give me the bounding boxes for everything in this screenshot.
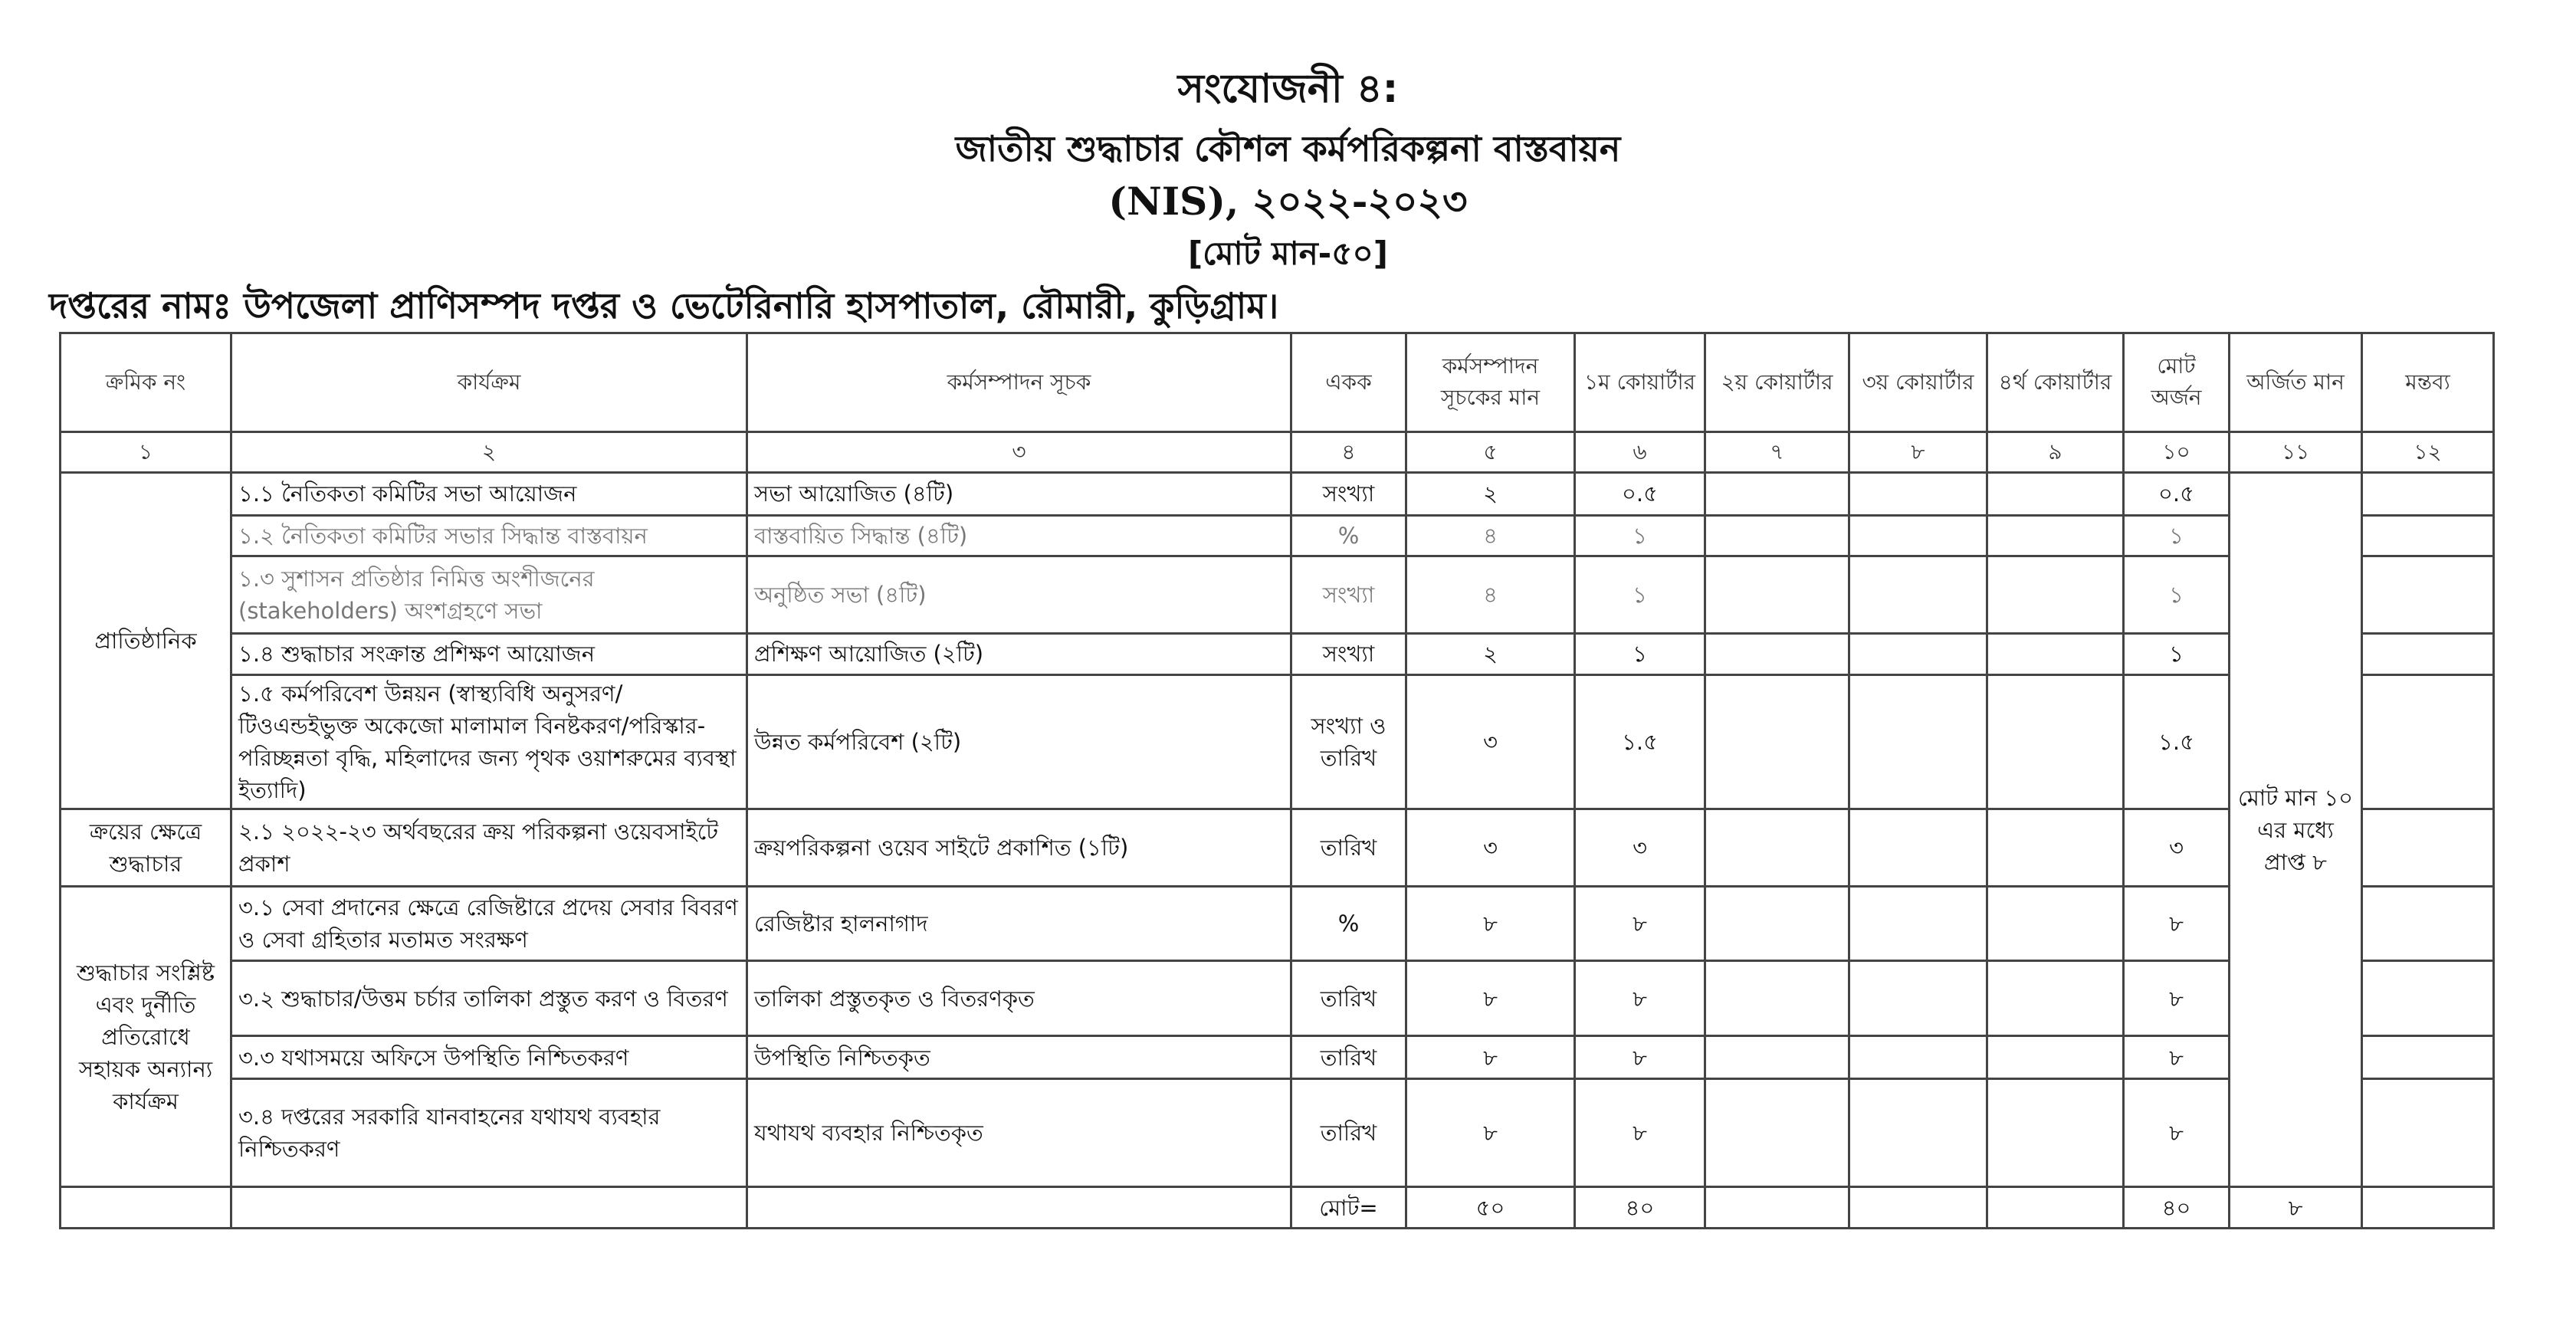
- q2-cell: [1705, 961, 1849, 1036]
- column-header: ২য় কোয়ার্টার: [1705, 333, 1849, 432]
- table-row: [61, 516, 2494, 556]
- indicator-cell: রেজিষ্টার হালনাগাদ: [747, 887, 1291, 961]
- totals-achieved: ৮: [2230, 1187, 2362, 1229]
- unit-cell: সংখ্যা ও তারিখ: [1291, 675, 1406, 809]
- unit-cell: সংখ্যা: [1291, 634, 1406, 675]
- column-number: ১২: [2362, 432, 2494, 473]
- remark-cell: [2362, 556, 2494, 634]
- indicator-cell: উপস্থিতি নিশ্চিতকৃত: [747, 1036, 1291, 1079]
- target-value-cell: ৪: [1406, 516, 1575, 556]
- indicator-cell: সভা আয়োজিত (৪টি): [747, 473, 1291, 516]
- group-label: ক্রয়ের ক্ষেত্রে শুদ্ধাচার: [61, 809, 231, 887]
- remark-cell: [2362, 634, 2494, 675]
- indicator-cell: ক্রয়পরিকল্পনা ওয়েব সাইটে প্রকাশিত (১টি): [747, 809, 1291, 887]
- activity-cell: ১.৫ কর্মপরিবেশ উন্নয়ন (স্বাস্থ্যবিধি অনুসরণ/ টিওএন্ডইভুক্ত অকেজো মালামাল বিনষ্টকরণ/পরিস্কার-পরিচ্ছন্নতা বৃদ্ধি, মহিলাদের জন্য পৃথক ওয়াশরুমের ব্যবস্থা ইত্যাদি): [231, 675, 747, 809]
- table-row: [61, 887, 2494, 961]
- column-number: ১০: [2124, 432, 2230, 473]
- header-row: [61, 333, 2494, 432]
- target-value-cell: ৮: [1406, 1079, 1575, 1187]
- column-number: ১: [61, 432, 231, 473]
- column-header: ১ম কোয়ার্টার: [1575, 333, 1705, 432]
- remark-cell: [2362, 809, 2494, 887]
- q1-cell: ৩: [1575, 809, 1705, 887]
- column-header: ৪র্থ কোয়ার্টার: [1987, 333, 2124, 432]
- target-value-cell: ৩: [1406, 809, 1575, 887]
- column-number: ৪: [1291, 432, 1406, 473]
- totals-row: [61, 1187, 2494, 1229]
- empty-cell: [1987, 1187, 2124, 1229]
- q1-cell: ৮: [1575, 1036, 1705, 1079]
- total-achievement-cell: ১: [2124, 634, 2230, 675]
- activity-cell: ২.১ ২০২২-২৩ অর্থবছরের ক্রয় পরিকল্পনা ওয়েবসাইটে প্রকাশ: [231, 809, 747, 887]
- total-achievement-cell: ৮: [2124, 961, 2230, 1036]
- indicator-cell: উন্নত কর্মপরিবেশ (২টি): [747, 675, 1291, 809]
- total-marks: [মোট মান-৫০]: [1187, 235, 1388, 272]
- table-row: [61, 473, 2494, 516]
- q3-cell: [1849, 634, 1987, 675]
- q4-cell: [1987, 809, 2124, 887]
- unit-cell: তারিখ: [1291, 961, 1406, 1036]
- q4-cell: [1987, 887, 2124, 961]
- total-achievement-cell: ৩: [2124, 809, 2230, 887]
- empty-cell: [1849, 1187, 1987, 1229]
- remark-cell: [2362, 887, 2494, 961]
- q3-cell: [1849, 1036, 1987, 1079]
- q3-cell: [1849, 516, 1987, 556]
- column-number: ১১: [2230, 432, 2362, 473]
- unit-cell: তারিখ: [1291, 1036, 1406, 1079]
- column-number-row: [61, 432, 2494, 473]
- q3-cell: [1849, 675, 1987, 809]
- q4-cell: [1987, 516, 2124, 556]
- q1-cell: ১: [1575, 516, 1705, 556]
- q1-cell: ০.৫: [1575, 473, 1705, 516]
- column-number: ৩: [747, 432, 1291, 473]
- table-row: [61, 809, 2494, 887]
- q4-cell: [1987, 634, 2124, 675]
- table-row: [61, 1079, 2494, 1187]
- column-number: ৮: [1849, 432, 1987, 473]
- q1-cell: ১: [1575, 634, 1705, 675]
- column-header: ক্রমিক নং: [61, 333, 231, 432]
- q3-cell: [1849, 887, 1987, 961]
- target-value-cell: ৪: [1406, 556, 1575, 634]
- q3-cell: [1849, 961, 1987, 1036]
- table-row: [61, 556, 2494, 634]
- column-header: কর্মসম্পাদন সূচক: [747, 333, 1291, 432]
- q2-cell: [1705, 1079, 1849, 1187]
- activity-cell: ৩.৪ দপ্তরের সরকারি যানবাহনের যথাযথ ব্যবহার নিশ্চিতকরণ: [231, 1079, 747, 1187]
- empty-cell: [61, 1187, 231, 1229]
- unit-cell: সংখ্যা: [1291, 473, 1406, 516]
- target-value-cell: ৮: [1406, 887, 1575, 961]
- indicator-cell: অনুষ্ঠিত সভা (৪টি): [747, 556, 1291, 634]
- total-achievement-cell: ৮: [2124, 1036, 2230, 1079]
- total-achievement-cell: ৮: [2124, 1079, 2230, 1187]
- unit-cell: সংখ্যা: [1291, 556, 1406, 634]
- q2-cell: [1705, 473, 1849, 516]
- empty-cell: [2362, 1187, 2494, 1229]
- totals-total: ৪০: [2124, 1187, 2230, 1229]
- group-label: প্রাতিষ্ঠানিক: [61, 473, 231, 809]
- q3-cell: [1849, 556, 1987, 634]
- total-achievement-cell: ১.৫: [2124, 675, 2230, 809]
- q2-cell: [1705, 556, 1849, 634]
- target-value-cell: ৮: [1406, 961, 1575, 1036]
- remark-cell: [2362, 1079, 2494, 1187]
- q1-cell: ৮: [1575, 887, 1705, 961]
- achieved-value-cell: মোট মান ১০ এর মধ্যে প্রাপ্ত ৮: [2230, 473, 2362, 1187]
- indicator-cell: যথাযথ ব্যবহার নিশ্চিতকৃত: [747, 1079, 1291, 1187]
- q2-cell: [1705, 675, 1849, 809]
- q4-cell: [1987, 556, 2124, 634]
- q4-cell: [1987, 473, 2124, 516]
- table-row: [61, 961, 2494, 1036]
- activity-cell: ১.৪ শুদ্ধাচার সংক্রান্ত প্রশিক্ষণ আয়োজন: [231, 634, 747, 675]
- total-achievement-cell: ১: [2124, 556, 2230, 634]
- remark-cell: [2362, 675, 2494, 809]
- totals-q1: ৪০: [1575, 1187, 1705, 1229]
- q4-cell: [1987, 961, 2124, 1036]
- q4-cell: [1987, 1036, 2124, 1079]
- unit-cell: %: [1291, 516, 1406, 556]
- empty-cell: [231, 1187, 747, 1229]
- target-value-cell: ৩: [1406, 675, 1575, 809]
- remark-cell: [2362, 516, 2494, 556]
- activity-cell: ১.১ নৈতিকতা কমিটির সভা আয়োজন: [231, 473, 747, 516]
- remark-cell: [2362, 1036, 2494, 1079]
- q3-cell: [1849, 1079, 1987, 1187]
- activity-cell: ৩.৩ যথাসময়ে অফিসে উপস্থিতি নিশ্চিতকরণ: [231, 1036, 747, 1079]
- totals-label: মোট=: [1291, 1187, 1406, 1229]
- activity-cell: ৩.১ সেবা প্রদানের ক্ষেত্রে রেজিষ্টারে প্রদেয় সেবার বিবরণ ও সেবা গ্রহিতার মতামত সংরক্ষণ: [231, 887, 747, 961]
- q4-cell: [1987, 675, 2124, 809]
- remark-cell: [2362, 473, 2494, 516]
- empty-cell: [1705, 1187, 1849, 1229]
- office-name: দপ্তরের নামঃ উপজেলা প্রাণিসম্পদ দপ্তর ও ভেটেরিনারি হাসপাতাল, রৌমারী, কুড়িগ্রাম।: [49, 285, 1279, 326]
- target-value-cell: ২: [1406, 634, 1575, 675]
- column-number: ৬: [1575, 432, 1705, 473]
- table-row: [61, 634, 2494, 675]
- document-subtitle: জাতীয় শুদ্ধাচার কৌশল কর্মপরিকল্পনা বাস্তবায়ন: [955, 128, 1621, 169]
- q1-cell: ১.৫: [1575, 675, 1705, 809]
- totals-target: ৫০: [1406, 1187, 1575, 1229]
- activity-cell: ১.২ নৈতিকতা কমিটির সভার সিদ্ধান্ত বাস্তবায়ন: [231, 516, 747, 556]
- column-number: ৯: [1987, 432, 2124, 473]
- q4-cell: [1987, 1079, 2124, 1187]
- target-value-cell: ২: [1406, 473, 1575, 516]
- column-header: মোট অর্জন: [2124, 333, 2230, 432]
- column-header: কর্মসম্পাদন সূচকের মান: [1406, 333, 1575, 432]
- indicator-cell: প্রশিক্ষণ আয়োজিত (২টি): [747, 634, 1291, 675]
- table-row: [61, 675, 2494, 809]
- unit-cell: %: [1291, 887, 1406, 961]
- target-value-cell: ৮: [1406, 1036, 1575, 1079]
- q2-cell: [1705, 1036, 1849, 1079]
- activity-cell: ১.৩ সুশাসন প্রতিষ্ঠার নিমিত্ত অংশীজনের (stakeholders) অংশগ্রহণে সভা: [231, 556, 747, 634]
- total-achievement-cell: ০.৫: [2124, 473, 2230, 516]
- column-header: কার্যক্রম: [231, 333, 747, 432]
- indicator-cell: তালিকা প্রস্তুতকৃত ও বিতরণকৃত: [747, 961, 1291, 1036]
- column-header: অর্জিত মান: [2230, 333, 2362, 432]
- table-row: [61, 1036, 2494, 1079]
- total-achievement-cell: ৮: [2124, 887, 2230, 961]
- column-header: মন্তব্য: [2362, 333, 2494, 432]
- q3-cell: [1849, 473, 1987, 516]
- nis-action-plan-table: [59, 332, 2495, 1229]
- document-subtitle-year: (NIS), ২০২২-২০২৩: [1108, 179, 1468, 224]
- activity-cell: ৩.২ শুদ্ধাচার/উত্তম চর্চার তালিকা প্রস্তুত করণ ও বিতরণ: [231, 961, 747, 1036]
- column-number: ২: [231, 432, 747, 473]
- group-label: শুদ্ধাচার সংশ্লিষ্ট এবং দুর্নীতি প্রতিরোধে সহায়ক অন্যান্য কার্যক্রম: [61, 887, 231, 1187]
- q2-cell: [1705, 516, 1849, 556]
- q1-cell: ৮: [1575, 961, 1705, 1036]
- indicator-cell: বাস্তবায়িত সিদ্ধান্ত (৪টি): [747, 516, 1291, 556]
- column-number: ৫: [1406, 432, 1575, 473]
- unit-cell: তারিখ: [1291, 1079, 1406, 1187]
- remark-cell: [2362, 961, 2494, 1036]
- empty-cell: [747, 1187, 1291, 1229]
- q3-cell: [1849, 809, 1987, 887]
- column-header: একক: [1291, 333, 1406, 432]
- q2-cell: [1705, 809, 1849, 887]
- q1-cell: ৮: [1575, 1079, 1705, 1187]
- q1-cell: ১: [1575, 556, 1705, 634]
- column-header: ৩য় কোয়ার্টার: [1849, 333, 1987, 432]
- column-number: ৭: [1705, 432, 1849, 473]
- q2-cell: [1705, 634, 1849, 675]
- total-achievement-cell: ১: [2124, 516, 2230, 556]
- q2-cell: [1705, 887, 1849, 961]
- document-title: সংযোজনী ৪:: [1177, 66, 1399, 112]
- unit-cell: তারিখ: [1291, 809, 1406, 887]
